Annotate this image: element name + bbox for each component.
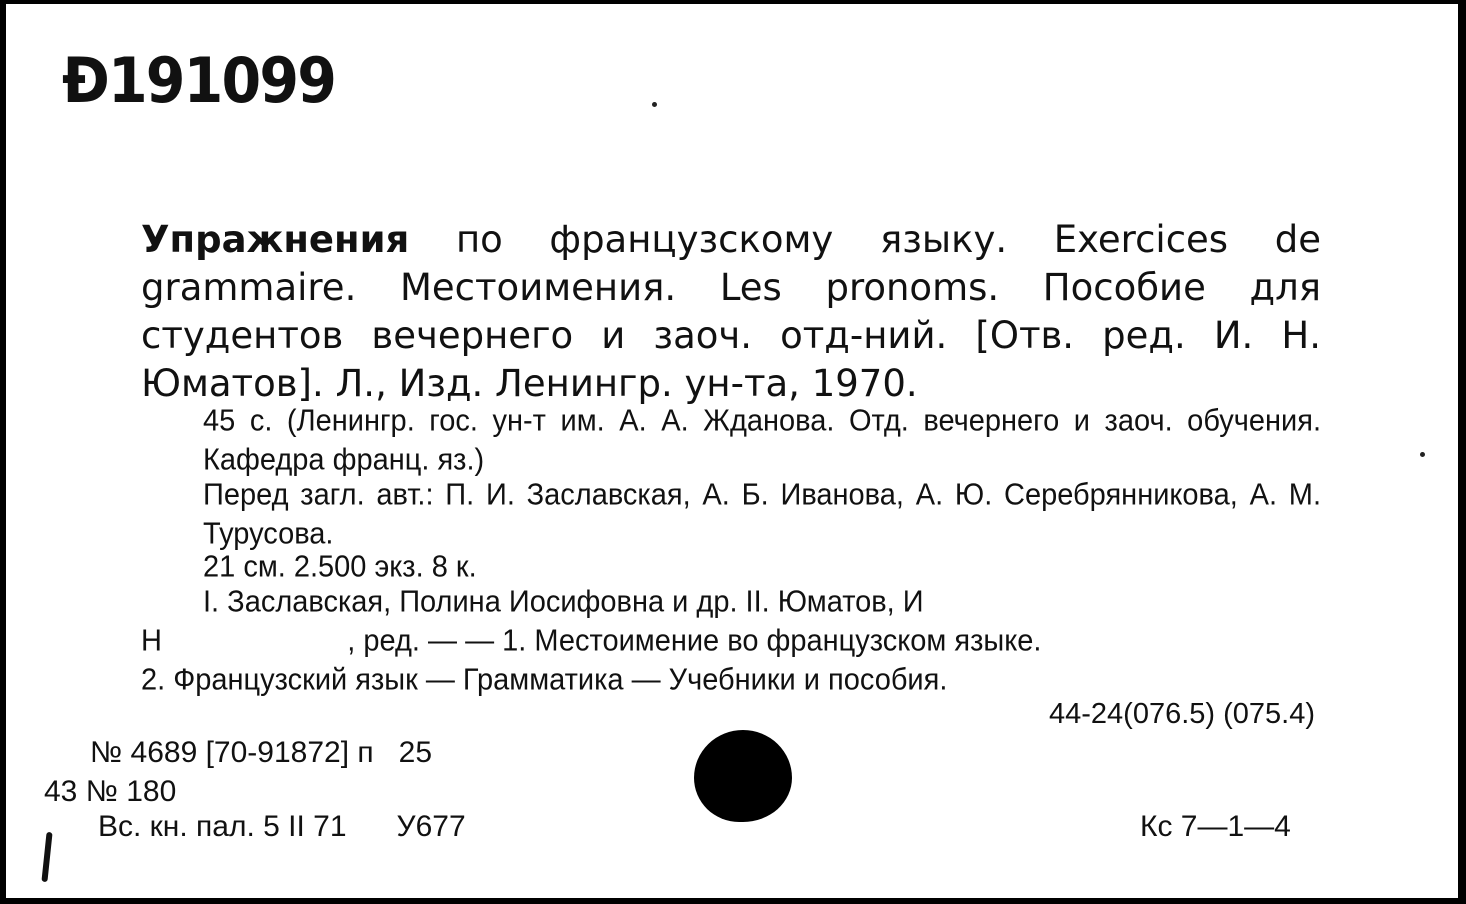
- subject-line-2: Н , ред. — — 1. Местоимение во французском языке.: [141, 624, 1042, 658]
- library-record-line: 43 № 180: [44, 775, 177, 808]
- speck-mark: [652, 102, 657, 107]
- book-chamber-line: Вс. кн. пал. 5 II 71 У677: [98, 810, 466, 843]
- catalog-card: [6, 4, 1458, 898]
- inventory-stamp-number: Ð191099: [62, 44, 336, 117]
- subject-line-1: I. Заславская, Полина Иосифовна и др. II. Юматов, И: [203, 585, 924, 619]
- format-note: 21 см. 2.500 экз. 8 к.: [203, 550, 477, 584]
- subject-headings: [141, 583, 1321, 700]
- title-lead-word: Упражнения: [141, 218, 410, 261]
- speck-mark: [1420, 452, 1425, 457]
- punch-hole-mark: [694, 730, 792, 822]
- subject-line-3: 2. Французский язык — Грамматика — Учебники и пособия.: [141, 663, 948, 697]
- title-rest: по французскому языку. Exercices de grammaire. Местоимения. Les pronoms. Пособие для студентов вечернего и заоч. отд-ний. [Отв. ред. И. Н. Юматов]. Л., Изд. Ленингр. ун-та, 1970.: [141, 218, 1321, 405]
- authors-note: Перед загл. авт.: П. И. Заславская, А. Б. Иванова, А. Ю. Серебрянникова, А. М. Турусова.: [203, 478, 1321, 551]
- pen-stroke-mark: [41, 832, 52, 882]
- library-number-line: № 4689 [70-91872] п 25: [90, 736, 432, 769]
- bibliographic-title: [141, 216, 1321, 408]
- pages-series-note: 45 с. (Ленингр. гос. ун-т им. А. А. Жданова. Отд. вечернего и заоч. обучения. Кафедра франц. яз.): [203, 404, 1321, 477]
- shelf-index: Кс 7—1—4: [1140, 810, 1291, 843]
- udc-classification: 44-24(076.5) (075.4): [1049, 698, 1315, 730]
